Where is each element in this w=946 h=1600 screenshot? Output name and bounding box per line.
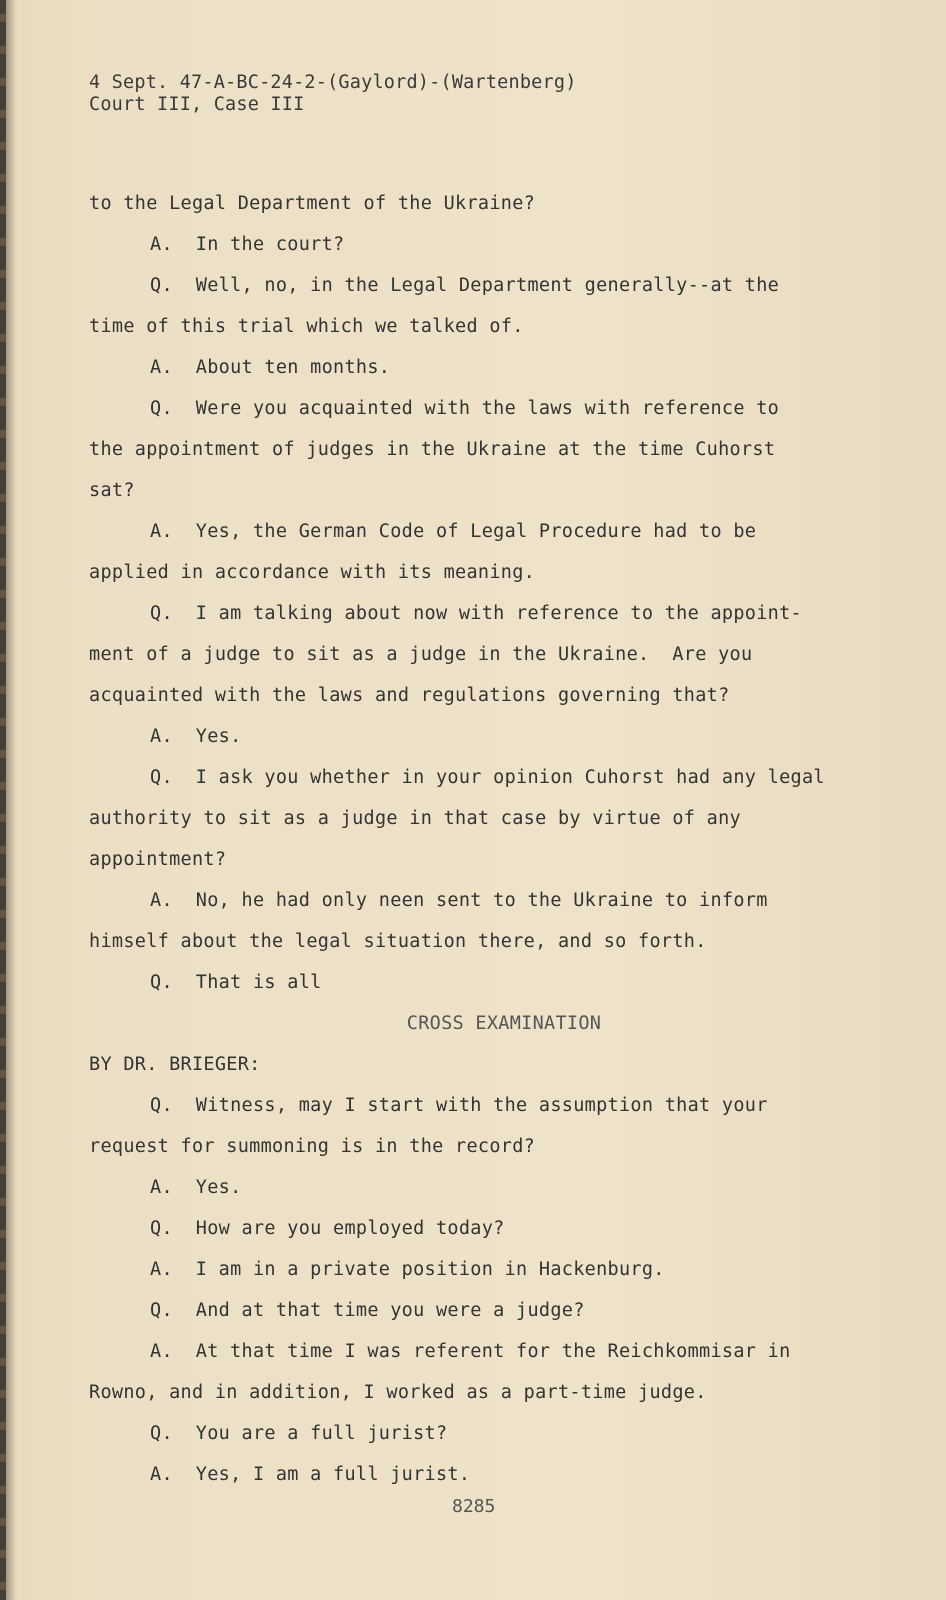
transcript-line: Q. That is all bbox=[150, 972, 322, 993]
header-line-1: 4 Sept. 47-A-BC-24-2-(Gaylord)-(Wartenberg) bbox=[89, 72, 577, 93]
transcript-line: A. At that time I was referent for the Reichkommisar in bbox=[150, 1341, 791, 1362]
transcript-line: Q. Were you acquainted with the laws with reference to bbox=[150, 398, 780, 419]
page-number: 8285 bbox=[452, 1496, 496, 1517]
transcript-line: A. I am in a private position in Hackenburg. bbox=[150, 1259, 665, 1280]
transcript-line: Rowno, and in addition, I worked as a part-time judge. bbox=[89, 1382, 707, 1403]
transcript-line: himself about the legal situation there, and so forth. bbox=[89, 931, 707, 952]
header-line-2: Court III, Case III bbox=[89, 94, 305, 115]
transcript-line: Q. And at that time you were a judge? bbox=[150, 1300, 585, 1321]
transcript-line: the appointment of judges in the Ukraine at the time Cuhorst bbox=[89, 439, 776, 460]
transcript-line: A. Yes. bbox=[150, 1177, 242, 1198]
transcript-line: to the Legal Department of the Ukraine? bbox=[89, 193, 536, 214]
transcript-line: ment of a judge to sit as a judge in the Ukraine. Are you bbox=[89, 644, 753, 665]
transcript-line: A. In the court? bbox=[150, 234, 345, 255]
transcript-line: Q. I am talking about now with reference to the appoint- bbox=[150, 603, 802, 624]
transcript-line: time of this trial which we talked of. bbox=[89, 316, 524, 337]
examiner-label: BY DR. BRIEGER: bbox=[89, 1054, 261, 1075]
transcript-line: A. About ten months. bbox=[150, 357, 391, 378]
transcript-line: applied in accordance with its meaning. bbox=[89, 562, 536, 583]
transcript-line: A. No, he had only neen sent to the Ukraine to inform bbox=[150, 890, 768, 911]
transcript-line: A. Yes, the German Code of Legal Procedure had to be bbox=[150, 521, 757, 542]
document-header bbox=[89, 72, 577, 116]
transcript-line: Q. How are you employed today? bbox=[150, 1218, 505, 1239]
transcript-line: authority to sit as a judge in that case by virtue of any bbox=[89, 808, 741, 829]
transcript-line: Q. I ask you whether in your opinion Cuhorst had any legal bbox=[150, 767, 825, 788]
transcript-line: request for summoning is in the record? bbox=[89, 1136, 536, 1157]
transcript-line: Q. Witness, may I start with the assumption that your bbox=[150, 1095, 768, 1116]
transcript-line: Q. You are a full jurist? bbox=[150, 1423, 448, 1444]
section-heading: CROSS EXAMINATION bbox=[406, 1013, 602, 1034]
transcript-line: Q. Well, no, in the Legal Department generally--at the bbox=[150, 275, 780, 296]
transcript-line: sat? bbox=[89, 480, 135, 501]
transcript-line: acquainted with the laws and regulations governing that? bbox=[89, 685, 730, 706]
transcript-line: appointment? bbox=[89, 849, 227, 870]
transcript-line: A. Yes, I am a full jurist. bbox=[150, 1464, 471, 1485]
transcript-body bbox=[89, 192, 889, 1504]
transcript-line: A. Yes. bbox=[150, 726, 242, 747]
